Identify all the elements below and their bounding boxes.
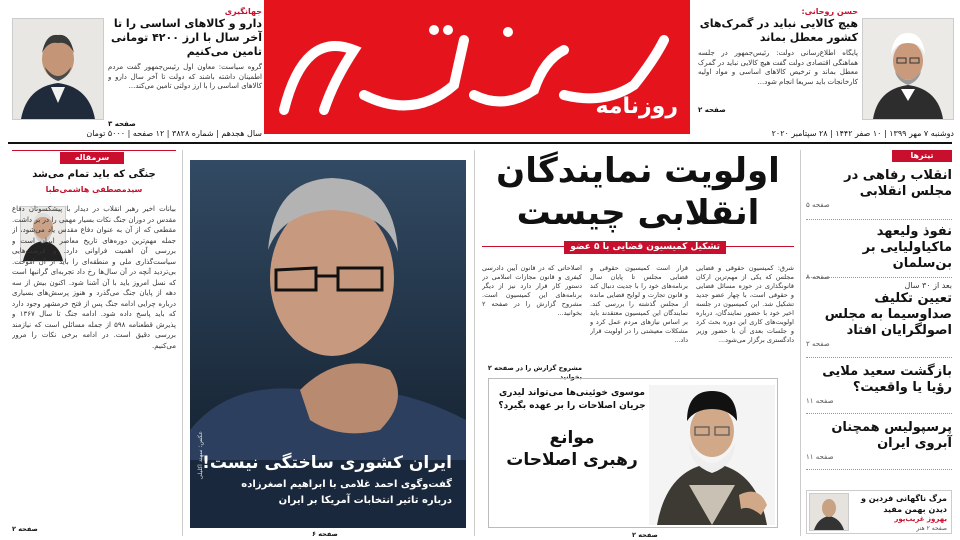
feature-subtitle-2: درباره تاثیر انتخابات آمریکا بر ایران — [278, 495, 452, 506]
page-ref: صفحه ۲ هنر — [916, 525, 947, 532]
headline-pretitle: بعد از ۳۰ سال — [904, 281, 952, 290]
logo-sub-text: روزنامه — [595, 94, 678, 119]
column-divider — [800, 150, 801, 536]
column-divider — [182, 150, 183, 536]
continue-note: مشروح گزارش را در صفحه ۲ بخوانید — [487, 364, 582, 381]
dateline-issue: سال هجدهم | شماره ۳۸۲۸ | ۱۲ صفحه | ۵۰۰۰ تومان — [86, 129, 262, 138]
story-body: پایگاه اطلاع‌رسانی دولت: رئیس‌جمهور در جلسه هماهنگی اقتصادی دولت گفت هیچ کالایی نباید در گمرک معطل بماند و ترخیص کالاهای اساسی و مواد اولیه کارخانجات باید سریعا انجام شود... — [698, 49, 858, 86]
headline-item[interactable] — [806, 278, 952, 358]
lead-body-col: قرار است کمیسیون حقوقی و قضایی مجلس تا پایان سال برنامه‌های خود را با جدیت دنبال کند و قانون تجارت و لوایح قضایی مانده از مجلس گذشته را بررسی کند. نمایندگان این کمیسیون معتقدند باید بر اساس نیازهای مردم عمل کرد و مشکلات معیشتی را در اولویت قرار داد... — [590, 264, 688, 344]
page-ref: صفحه ۸ — [806, 273, 830, 281]
photo-credit: عکس: سهند اکلیلی — [197, 431, 204, 480]
lead-headline[interactable] — [482, 150, 794, 234]
page-ref: صفحه ۲ — [806, 340, 830, 348]
headline-title[interactable]: انقلاب رفاهی در مجلس انقلابی — [844, 168, 952, 199]
portrait-image — [863, 19, 953, 119]
lead-headline-line2[interactable]: انقلابی چیست — [516, 193, 760, 233]
story-body: گروه سیاست: معاون اول رئیس‌جمهور گفت مردم اطمینان داشته باشند که دولت تا آخر سال دارو و کالاهای اساسی را با ارز دولتی تامین می‌کند... — [108, 63, 262, 90]
sub-story-kicker: موسوی خوئینی‌ها می‌تواند لیدری جریان اصلاحات را بر عهده بگیرد؟ — [498, 388, 646, 411]
sub-story-title-line1[interactable]: موانع — [549, 428, 595, 448]
top-story-right[interactable] — [698, 6, 858, 130]
lead-body-col: اصلاحاتی که در قانون آیین دادرسی کیفری و قانون مجازات اسلامی در دستور کار قرار دارد نیز از دیگر برنامه‌های این کمیسیون است. مشروح گزارش را در صفحه ۲ بخوانید... — [482, 264, 582, 317]
portrait-image — [13, 19, 103, 119]
masthead[interactable] — [264, 0, 690, 134]
editorial-title[interactable]: جنگی که باید تمام می‌شد — [32, 169, 156, 180]
headline-title[interactable]: بازگشت سعید ملایی رؤیا یا واقعیت؟ — [822, 364, 952, 395]
cleric-photo-image — [649, 385, 775, 525]
editorial-column — [12, 150, 176, 536]
feature-photo[interactable] — [190, 160, 466, 528]
headline-title[interactable]: تعیین تکلیف صداوسیما به مجلس اصولگرایان افتاد — [824, 291, 952, 338]
teaser-title[interactable]: مرگ ناگهانی فردین و دیدن بهمن مفید — [860, 494, 947, 514]
sub-story[interactable] — [488, 378, 778, 528]
section-label: تیترها — [892, 150, 952, 162]
teaser-author: بهروز غریب‌پور — [894, 515, 947, 523]
page-ref: صفحه ۱۱ — [806, 397, 834, 405]
headline[interactable]: دارو و کالاهای اساسی را تا آخر سال با ارز ۴۲۰۰ تومانی تامین می‌کنیم — [111, 17, 262, 58]
headlines-column — [806, 150, 952, 536]
page-ref: صفحه ۳ — [108, 120, 136, 128]
lead-subheadline[interactable]: تشکیل کمیسیون قضایی با ۵ عضو — [564, 241, 726, 254]
kicker: حسن روحانی: — [801, 7, 858, 16]
page-ref: صفحه ۵ — [806, 201, 830, 209]
lead-headline-line1[interactable]: اولویت نمایندگان — [496, 151, 780, 191]
portrait-image — [810, 494, 848, 530]
author-portrait — [809, 493, 849, 531]
dateline-date: دوشنبه ۷ مهر ۱۳۹۹ | ۱۰ صفر ۱۴۴۲ | ۲۸ سپتامبر ۲۰۲۰ — [771, 129, 954, 138]
newspaper-header — [0, 0, 960, 142]
lead-body-col: شرق: کمیسیون حقوقی و قضایی مجلس که یکی از مهم‌ترین ارکان قانونگذاری در حوزه مسائل قضایی و حقوقی است، با چهار عضو جدید تشکیل شد. این کمیسیون در جلسه اخیر خود با حضور نمایندگان، درباره اولویت‌های کاری این دوره بحث کرد و جلسات بعدی آن با حضور وزیر دادگستری برگزار می‌شود... — [696, 264, 794, 344]
page-ref: صفحه ۲ — [698, 106, 726, 114]
headline[interactable]: هیچ کالایی نباید در گمرک‌های کشور معطل بماند — [699, 17, 858, 44]
section-rule — [12, 150, 176, 151]
sub-story-title[interactable] — [497, 427, 647, 471]
headline-item[interactable] — [806, 220, 952, 281]
headline-item[interactable] — [806, 414, 952, 470]
editorial-author: سیدمصطفی هاشمی‌طبا — [45, 185, 143, 194]
headline-item[interactable] — [806, 162, 952, 220]
jahangiri-portrait — [12, 18, 104, 120]
top-story-left[interactable] — [108, 6, 262, 130]
feature-title[interactable]: ایران کشوری ساختگی نیست! — [202, 453, 452, 473]
headline-title[interactable]: پرسپولیس همچنان آبروی ایران — [831, 420, 952, 451]
headline-title[interactable]: نفوذ ولیعهد ماکیاولیایی بر بن‌سلمان — [862, 224, 952, 271]
header-rule — [8, 142, 952, 144]
page-ref: صفحه ۱۱ — [806, 453, 834, 461]
feature-subtitle-1: گفت‌وگوی احمد غلامی با ابراهیم اصغرزاده — [241, 479, 452, 490]
lead-story — [482, 150, 794, 540]
bottom-teaser[interactable] — [806, 490, 952, 534]
rouhani-portrait — [862, 18, 954, 120]
headline-item[interactable] — [806, 358, 952, 414]
section-label: سرمقاله — [60, 152, 124, 164]
editorial-body: بیانات اخیر رهبر انقلاب در دیدار با پیشکسوتان دفاع مقدس در دوران جنگ نکات بسیار مهمی را در بر داشت. مقطعی که از آن به عنوان دفاع مقدس یاد می‌شود، از جمله مهم‌ترین دوره‌های تاریخ معاصر ایران است و بررسی آن اهمیت فراوانی دارد. و فرصت‌هایی سیاست‌گذاری ملی و منطقه‌ای را باید از آن آموخت. بی‌تردید آنچه در آن سال‌ها رخ داد تجربه‌ای گرانبها است که نسل امروز باید با آن آشنا شود. اکنون بیش از سه دهه از پایان جنگ می‌گذرد و هنوز پرسش‌های بسیاری درباره چرایی ادامه جنگ پس از فتح خرمشهر وجود دارد که باید پاسخ داده شود. ادامه جنگ تا سال ۱۳۶۷ و پذیرش قطعنامه ۵۹۸ از جمله مسائلی است که نیازمند بررسی دقیق است. در ادامه برخی نکات را مرور می‌کنیم. — [12, 205, 176, 350]
kicker: جهانگیری — [224, 7, 262, 16]
page-ref: صفحه ۶ — [312, 530, 338, 538]
khoeiniha-photo — [649, 385, 775, 525]
page-ref: صفحه ۲ — [12, 525, 38, 533]
sub-story-title-line2[interactable]: رهبری اصلاحات — [506, 450, 638, 470]
page-ref: صفحه ۲ — [632, 531, 658, 539]
column-divider — [474, 150, 475, 536]
